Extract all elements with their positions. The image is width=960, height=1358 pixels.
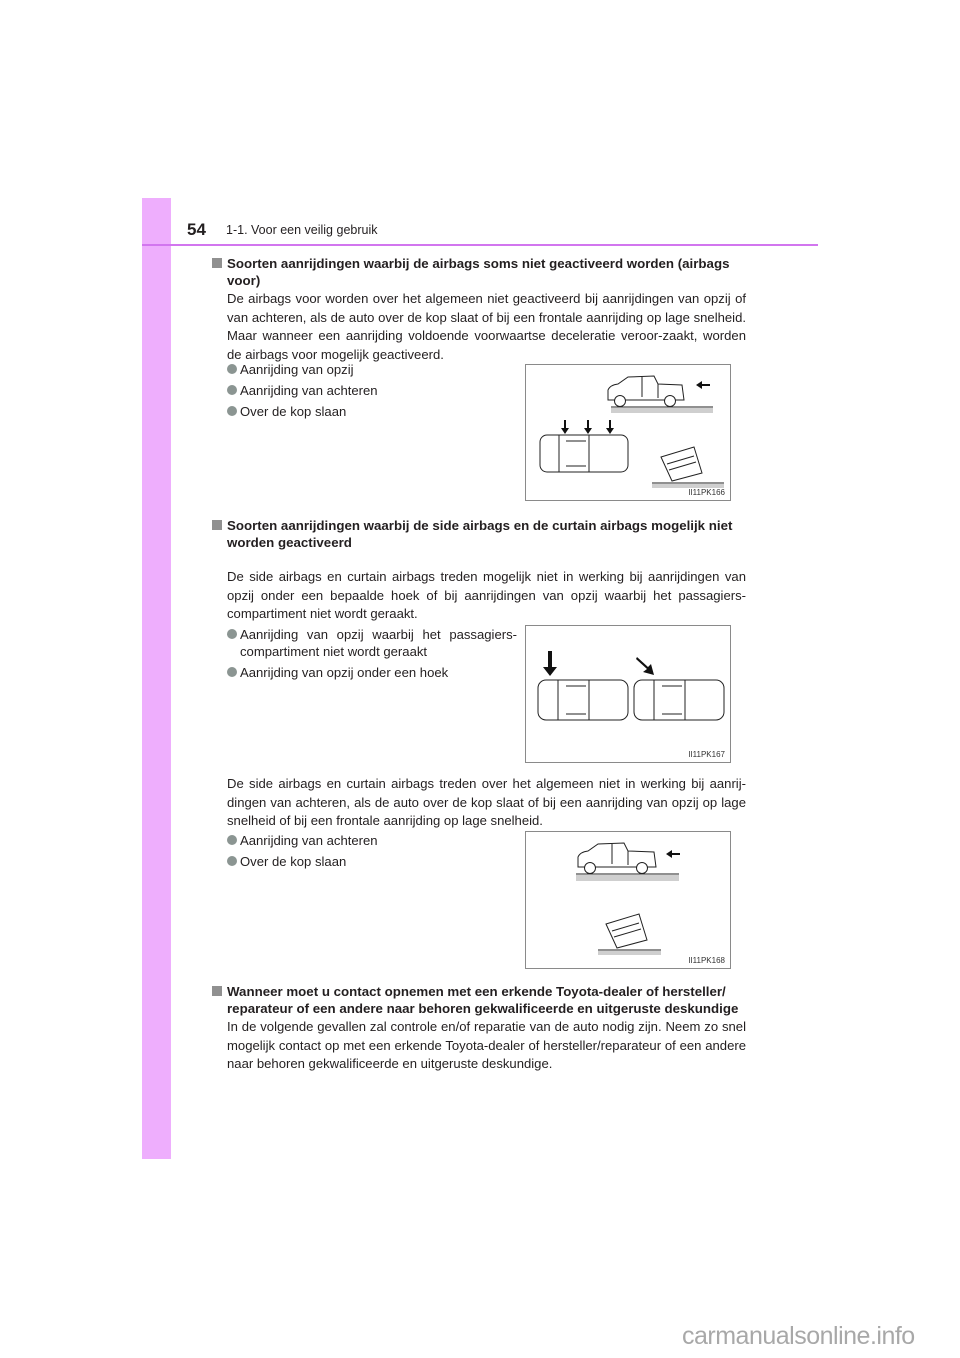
bullet-dot-icon: [227, 856, 237, 866]
list-item-text: Aanrijding van opzij: [240, 362, 354, 377]
list-item-text: Aanrijding van opzij onder een hoek: [240, 665, 449, 681]
figure-front-airbags: [525, 364, 731, 501]
list-item: [227, 853, 517, 870]
figure-code: II11PK167: [688, 750, 725, 759]
list-item: [227, 626, 517, 660]
bullet-dot-icon: [227, 385, 237, 395]
figure-code: II11PK166: [688, 488, 725, 497]
collision-illustration-icon: [526, 365, 732, 502]
square-bullet-icon: [212, 258, 222, 268]
figure-rear-rollover: [525, 831, 731, 969]
list-item-text: Over de kop slaan: [240, 854, 347, 870]
bullet-list-front-airbags: [227, 361, 517, 425]
bullet-dot-icon: [227, 629, 237, 639]
chapter-tab-sidebar: [142, 198, 171, 1159]
list-item: [227, 403, 517, 420]
list-item-text: Aanrijding van opzij waarbij het passagiers-compartiment niet wordt geraakt: [240, 627, 517, 659]
list-item: [227, 361, 517, 378]
section-path: 1-1. Voor een veilig gebruik: [226, 223, 378, 237]
list-item-text: Aanrijding van achteren: [240, 383, 378, 399]
figure-side-collisions: [525, 625, 731, 763]
heading-text: Soorten aanrijdingen waarbij de airbags soms niet geactiveerd worden (airbags voor): [227, 256, 730, 288]
bullet-dot-icon: [227, 364, 237, 374]
list-item: [227, 664, 517, 681]
figure-code: II11PK168: [688, 956, 725, 965]
list-item: [227, 832, 517, 849]
paragraph-front-airbags: De airbags voor worden over het algemeen niet geactiveerd bij aanrijdingen van opzij of van achteren, als de auto over de kop slaat of bij een frontale aanrijding op lage snelheid. Maar wanneer een aanrijding voldoende voorwaartse deceleratie veroor-zaakt, worden de airbags voor mogelijk geactiveerd.: [227, 291, 746, 362]
section-heading-front-airbags: [212, 255, 747, 289]
bullet-dot-icon: [227, 835, 237, 845]
section-heading-contact-dealer: [212, 983, 747, 1017]
section-heading-side-curtain-airbags: [212, 517, 747, 551]
watermark-text: carmanualsonline.info: [682, 1322, 915, 1350]
page-number: 54: [187, 220, 206, 239]
square-bullet-icon: [212, 520, 222, 530]
list-item-text: Over de kop slaan: [240, 404, 347, 420]
paragraph-contact-dealer: In de volgende gevallen zal controle en/of reparatie van de auto nodig zijn. Neem zo snel mogelijk contact op met een erkende Toyota-dealer of hersteller/reparateur of een andere naar behoren gekwalificeerde en uitgeruste deskundige.: [227, 1019, 746, 1071]
square-bullet-icon: [212, 986, 222, 996]
rear-rollover-illustration-icon: [526, 832, 732, 970]
bullet-dot-icon: [227, 406, 237, 416]
bullet-dot-icon: [227, 667, 237, 677]
paragraph-side-curtain-general: De side airbags en curtain airbags treden over het algemeen niet in werking bij aanrij-dingen van achteren, als de auto over de kop slaat of bij een aanrijding van opzij op lage snelheid of bij een frontale aanrijding op lage snelheid.: [227, 776, 746, 828]
side-collision-illustration-icon: [526, 626, 732, 764]
bullet-list-side-curtain-airbags: [227, 626, 517, 685]
heading-text: Soorten aanrijdingen waarbij de side airbags en de curtain airbags mogelijk niet worden geactiveerd: [227, 518, 733, 550]
heading-text: Wanneer moet u contact opnemen met een erkende Toyota-dealer of hersteller/ reparateur of een andere naar behoren gekwalificeerde en uitgeruste deskundige: [227, 984, 739, 1016]
list-item: [227, 382, 517, 399]
header-divider: [142, 244, 818, 246]
bullet-list-side-curtain-general: [227, 832, 517, 874]
paragraph-side-curtain-airbags: De side airbags en curtain airbags treden mogelijk niet in werking bij aanrijdingen van opzij onder een bepaalde hoek of bij aanrijdingen van opzij waarbij het passagiers-compartiment niet wordt geraakt.: [227, 569, 746, 621]
list-item-text: Aanrijding van achteren: [240, 833, 378, 848]
